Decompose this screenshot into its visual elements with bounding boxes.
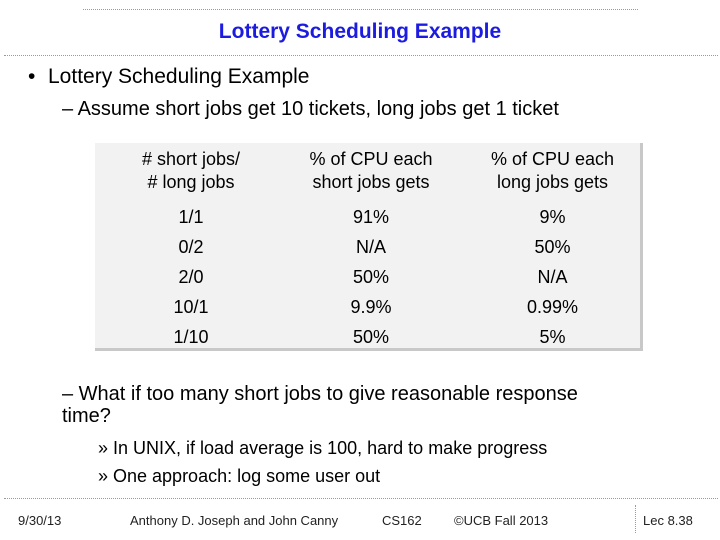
table-cell: 2/0 <box>178 267 204 287</box>
footer-divider <box>4 498 718 499</box>
table-cell: N/A <box>355 237 386 257</box>
sub-bullet-unix: » In UNIX, if load average is 100, hard to make progress <box>98 438 548 458</box>
table-cell: 50% <box>534 237 571 257</box>
title-divider <box>4 55 718 56</box>
footer-separator <box>635 505 636 533</box>
table-cell: 1/1 <box>178 207 204 227</box>
footer-authors: Anthony D. Joseph and John Canny <box>130 513 339 528</box>
table-cell: 0/2 <box>178 237 204 257</box>
header-short-share-line2: short jobs gets <box>312 172 430 192</box>
bullet-main-text: Lottery Scheduling Example <box>48 65 310 88</box>
bullet-main <box>28 65 310 89</box>
table-cell: 50% <box>352 267 390 287</box>
table-cell: 5% <box>539 327 566 347</box>
footer-lecture: Lec 8.38 <box>643 513 693 528</box>
table-cell: 0.99% <box>526 297 579 317</box>
footer-copyright: ©UCB Fall 2013 <box>454 513 549 528</box>
table-cell: N/A <box>537 267 568 287</box>
table-cell: 9.9% <box>350 297 392 317</box>
table-cell: 1/10 <box>173 327 209 347</box>
column-short-share <box>280 202 462 352</box>
header-long-share-line2: long jobs gets <box>496 172 609 192</box>
header-short-share-line1: % of CPU each <box>309 149 433 169</box>
table-cell: 9% <box>539 207 566 227</box>
table-cell: 50% <box>352 327 390 347</box>
top-divider <box>83 9 638 10</box>
header-long-share-line1: % of CPU each <box>490 149 615 169</box>
header-long-share <box>460 148 645 194</box>
header-job-mix <box>97 148 285 194</box>
header-job-mix-line1: # short jobs/ <box>141 149 241 169</box>
bullet-assumption: – Assume short jobs get 10 tickets, long jobs get 1 ticket <box>62 98 559 120</box>
bullet-question: – What if too many short jobs to give reasonable response time? <box>62 383 578 427</box>
header-job-mix-line2: # long jobs <box>147 172 235 192</box>
column-job-mix <box>97 202 285 352</box>
footer-date: 9/30/13 <box>18 513 62 528</box>
bullet-dot: • <box>28 65 36 88</box>
header-short-share <box>280 148 462 194</box>
slide-title: Lottery Scheduling Example <box>218 20 502 43</box>
footer-course: CS162 <box>382 513 422 528</box>
sub-bullet-approach: » One approach: log some user out <box>98 466 381 486</box>
column-long-share <box>460 202 645 352</box>
table-cell: 10/1 <box>173 297 209 317</box>
table-cell: 91% <box>352 207 390 227</box>
